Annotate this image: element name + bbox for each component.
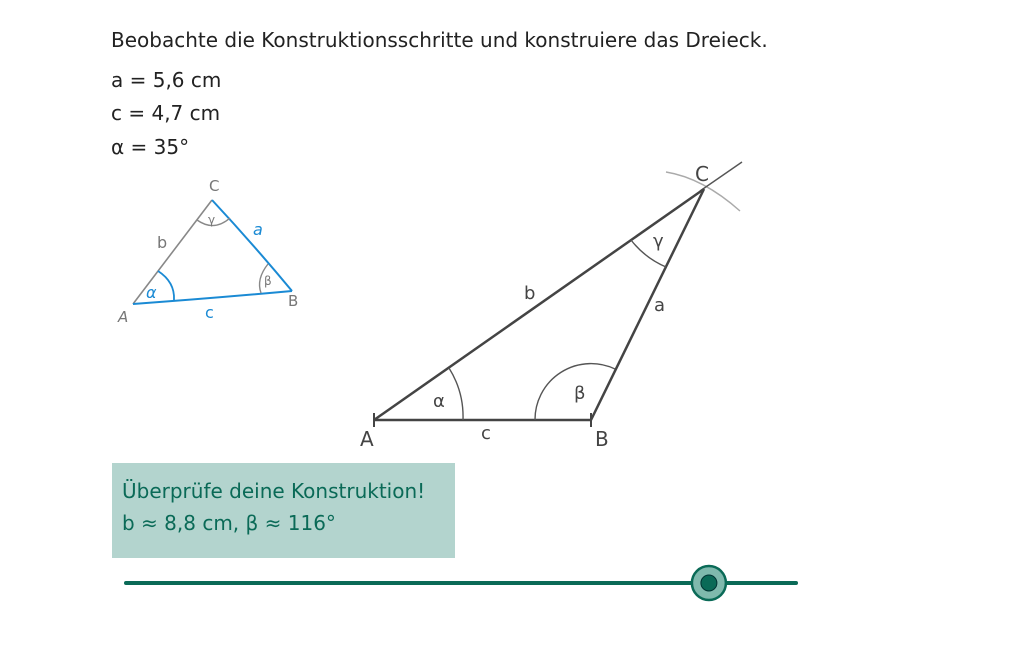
- side-label-b: b: [524, 283, 536, 304]
- angle-label-gamma: γ: [653, 231, 664, 252]
- sketch-label-alpha: α: [146, 283, 157, 302]
- sketch-side-a: [212, 200, 292, 291]
- vertex-label-A: A: [360, 427, 374, 451]
- angle-label-beta: β: [574, 383, 586, 404]
- vertex-label-B: B: [595, 427, 609, 451]
- construction-triangle: [374, 162, 742, 427]
- vertex-label-C: C: [695, 162, 709, 186]
- given-side-c: c = 4,7 cm: [111, 101, 221, 125]
- check-result-box: [112, 463, 455, 558]
- task-instruction: Beobachte die Konstruktionsschritte und konstruiere das Dreieck.: [111, 28, 768, 52]
- sketch-label-beta: β: [264, 274, 272, 288]
- sketch-label-c: c: [205, 303, 214, 322]
- check-result: b ≈ 8,8 cm, β ≈ 116°: [122, 511, 336, 535]
- given-side-a: a = 5,6 cm: [111, 68, 222, 92]
- check-title: Überprüfe deine Konstruktion!: [122, 479, 426, 503]
- slider-handle[interactable]: [692, 566, 726, 600]
- step-slider[interactable]: [126, 566, 796, 600]
- sketch-angle-alpha-arc: [158, 271, 174, 300]
- sketch-label-gamma: γ: [208, 213, 216, 227]
- given-angle-alpha: α = 35°: [111, 135, 190, 159]
- sketch-label-B: B: [288, 292, 299, 310]
- side-label-a: a: [654, 295, 666, 316]
- angle-label-alpha: α: [433, 391, 445, 412]
- sketch-label-C: C: [209, 177, 220, 195]
- sketch-label-a: a: [253, 220, 263, 239]
- sketch-label-A: A: [118, 308, 129, 326]
- side-a-segment: [591, 189, 704, 420]
- sketch-label-b: b: [157, 233, 168, 252]
- side-label-c: c: [481, 423, 491, 444]
- angle-alpha-arc: [449, 368, 463, 420]
